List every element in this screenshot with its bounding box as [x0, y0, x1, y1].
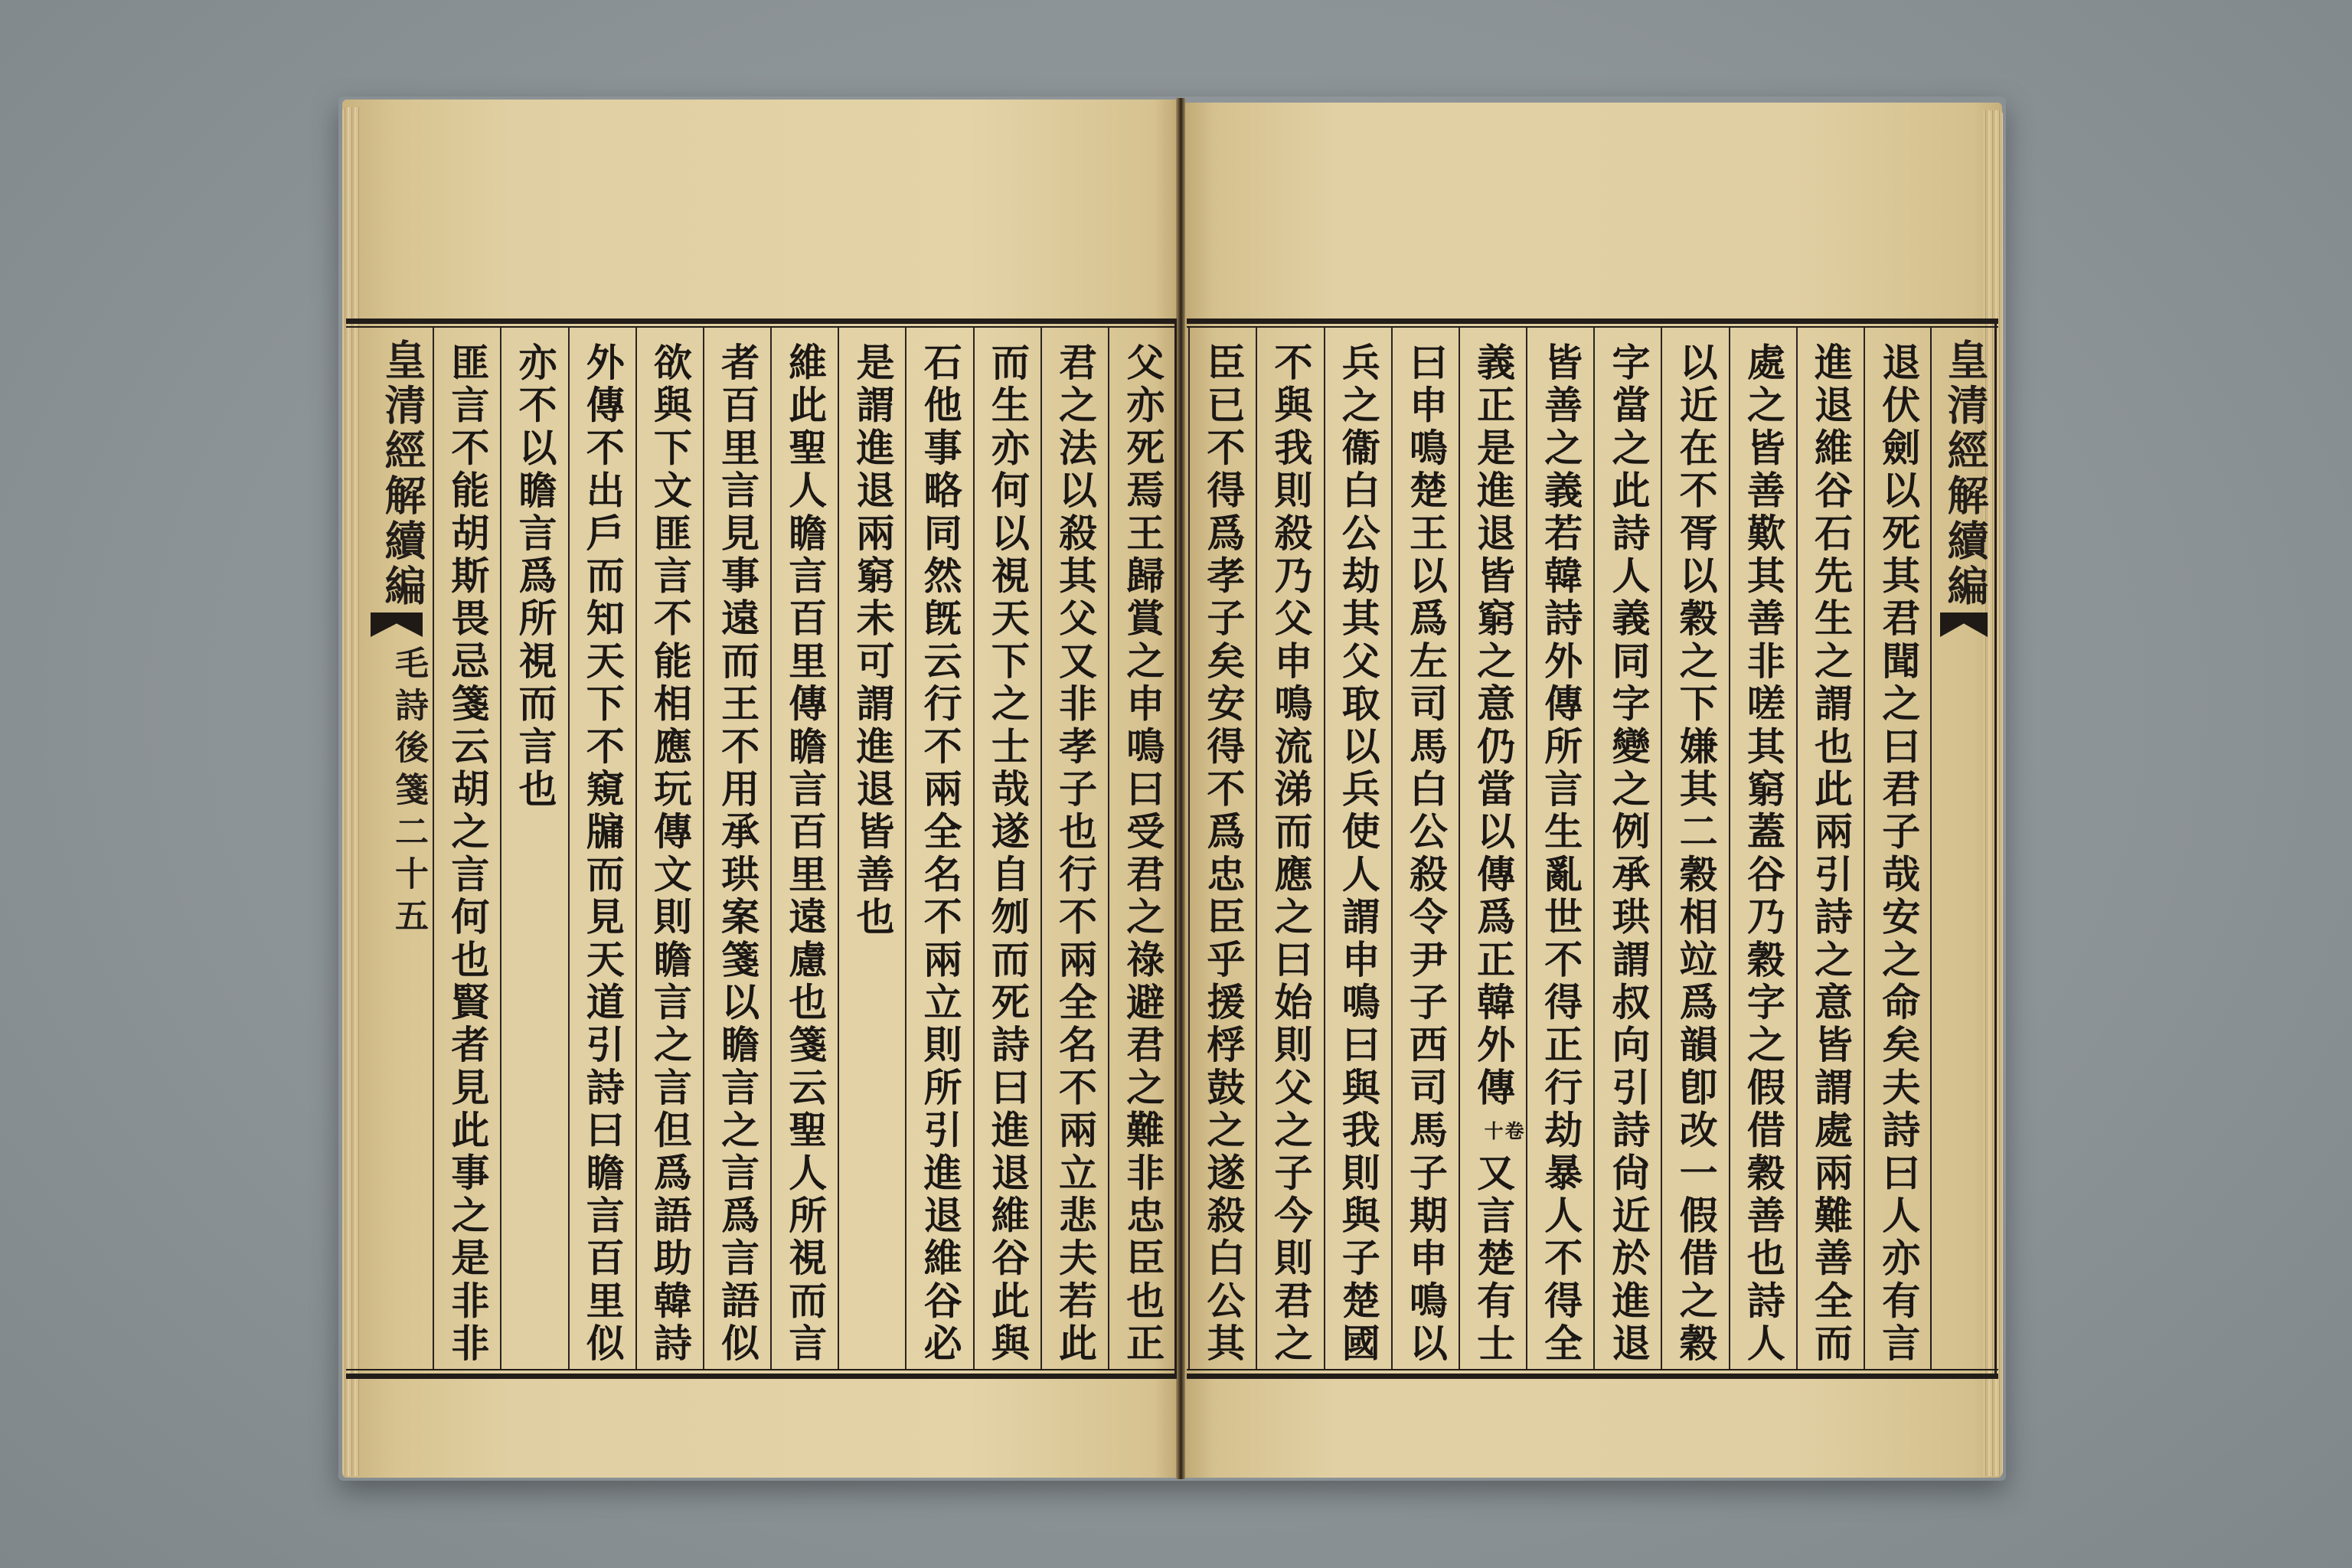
text-column: 者百里言見事遠而王不用承珙案箋以瞻言之言爲言語似: [703, 328, 770, 1369]
left-frame-bottom-thick: [346, 1374, 1176, 1379]
text-column-with-annotation: [1459, 328, 1526, 1369]
left-frame-bottom-thin: [346, 1369, 1176, 1370]
text-column: 匪言不能胡斯畏忌箋云胡之言何也賢者見此事之是非非: [433, 328, 500, 1369]
right-frame-bottom-thick: [1187, 1374, 1998, 1379]
text-column: 曰申鳴楚王以爲左司馬白公殺令尹子西司馬子期申鳴以: [1391, 328, 1459, 1369]
text-column: 而生亦何以視天下之士哉遂自刎而死詩曰進退維谷此與: [973, 328, 1040, 1369]
text-column: 亦不以瞻言爲所視而言也: [500, 328, 567, 1369]
interlinear-small-note: 卷十: [1481, 1120, 1525, 1140]
text-column: 父亦死焉王歸賞之申鳴曰受君之祿避君之難非忠臣也正: [1108, 328, 1175, 1369]
text-column: 石他事略同然旣云行不兩全名不兩立則所引進退維谷必: [905, 328, 972, 1369]
right-frame-bottom-thin: [1187, 1369, 1998, 1370]
left-page-stack-edge: [342, 107, 361, 1476]
left-margin-book-title: 皇清經解續編: [378, 338, 427, 609]
right-margin-fishtail-mark: [1940, 612, 1988, 637]
left-frame-top-thick: [346, 318, 1176, 324]
text-column: 字當之此詩人義同字變之例承珙謂叔向引詩尙近於進退: [1593, 328, 1661, 1369]
text-column: 維此聖人瞻言百里傳瞻言百里遠慮也箋云聖人所視而言: [770, 328, 838, 1369]
text-column: 處之皆善歎其善非嗟其窮蓋谷乃穀字之假借穀善也詩人: [1729, 328, 1796, 1369]
text-column: 外傳不出戶而知天下不窺牖而見天道引詩曰瞻言百里似: [568, 328, 635, 1369]
right-margin-book-title: 皇清經解續編: [1941, 338, 1990, 609]
book-gutter: [1176, 98, 1185, 1479]
text-column: 是謂進退兩窮未可謂進退皆善也: [838, 328, 905, 1369]
column-text-after-note: 又言楚有士: [1471, 1152, 1517, 1367]
text-column: 不與我則殺乃父申鳴流涕而應之曰始則父之子今則君之: [1256, 328, 1323, 1369]
text-column: 欲與下文匪言不能相應玩傳文則瞻言之言但爲語助韓詩: [635, 328, 703, 1369]
left-margin-fishtail-mark: [371, 612, 423, 637]
text-column: 臣已不得爲孝子矣安得不爲忠臣乎援桴鼓之遂殺白公其: [1188, 328, 1256, 1369]
right-frame-top-thick: [1187, 318, 1998, 324]
text-column: 退伏劍以死其君聞之曰君子哉安之命矣夫詩曰人亦有言: [1864, 328, 1931, 1369]
text-column: 兵之衞白公劫其父取以兵使人謂申鳴曰與我則與子楚國: [1324, 328, 1391, 1369]
column-text-before-note: 義正是進退皆窮之意仍當以傳爲正韓外傳: [1471, 342, 1517, 1110]
text-column: 以近在不胥以穀之下嫌其二穀相竝爲韻卽改一假借之穀: [1661, 328, 1728, 1369]
left-page-margin: [360, 328, 433, 1369]
text-column: 進退維谷石先生之謂也此兩引詩之意皆謂處兩難善全而: [1796, 328, 1864, 1369]
left-margin-chapter-title: 毛詩後箋二十五: [389, 645, 428, 940]
left-page-text-columns: [433, 328, 1175, 1369]
text-column: 君之法以殺其父又非孝子也行不兩全名不兩立悲夫若此: [1040, 328, 1108, 1369]
right-page-text-columns: [1188, 328, 1931, 1369]
text-column: 皆善之義若韓詩外傳所言生亂世不得正行劫暴人不得全: [1526, 328, 1593, 1369]
right-page-margin: [1932, 328, 1995, 1369]
